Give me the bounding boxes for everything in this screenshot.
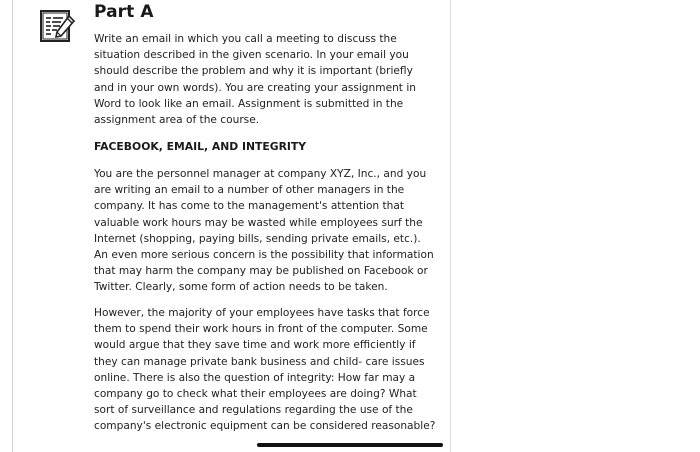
scroll-indicator[interactable]: [257, 443, 443, 447]
assignment-edit-icon: [39, 8, 77, 46]
blank-area: [462, 0, 700, 452]
intro-paragraph: Write an email in which you call a meeting to discuss the situation described in the given scenario. In your email you should describe the problem and why it is important (briefly and in your own words). You are creating your assignment in Word to look like an email. Assignment is submitted in the assignment area of the course.: [94, 33, 416, 127]
scenario-paragraph: You are the personnel manager at company XYZ, Inc., and you are writing an email to a number of other managers in the company. It has come to the management's attention that valuable work hours may be wasted while employees surf the Internet (shopping, paying bills, sending private emails, etc.). An even more serious concern is the possibility that information that may harm the company may be published on Facebook or Twitter. Clearly, some form of action needs to be taken.: [94, 168, 434, 294]
section-heading: FACEBOOK, EMAIL, AND INTEGRITY: [94, 140, 307, 153]
page-title: Part A: [94, 2, 154, 22]
page-right-edge: [450, 0, 451, 452]
page-left-edge: [12, 0, 13, 452]
integrity-paragraph: However, the majority of your employees have tasks that force them to spend their work hours in front of the computer. Some would argue that they save time and work more efficiently if they can manage private bank business and child- care issues online. There is also the question of integrity: How far may a company go to check what their employees are doing? What sort of surveillance and regulations regarding the use of the company's electronic equipment can be considered reasonable?: [94, 307, 436, 433]
